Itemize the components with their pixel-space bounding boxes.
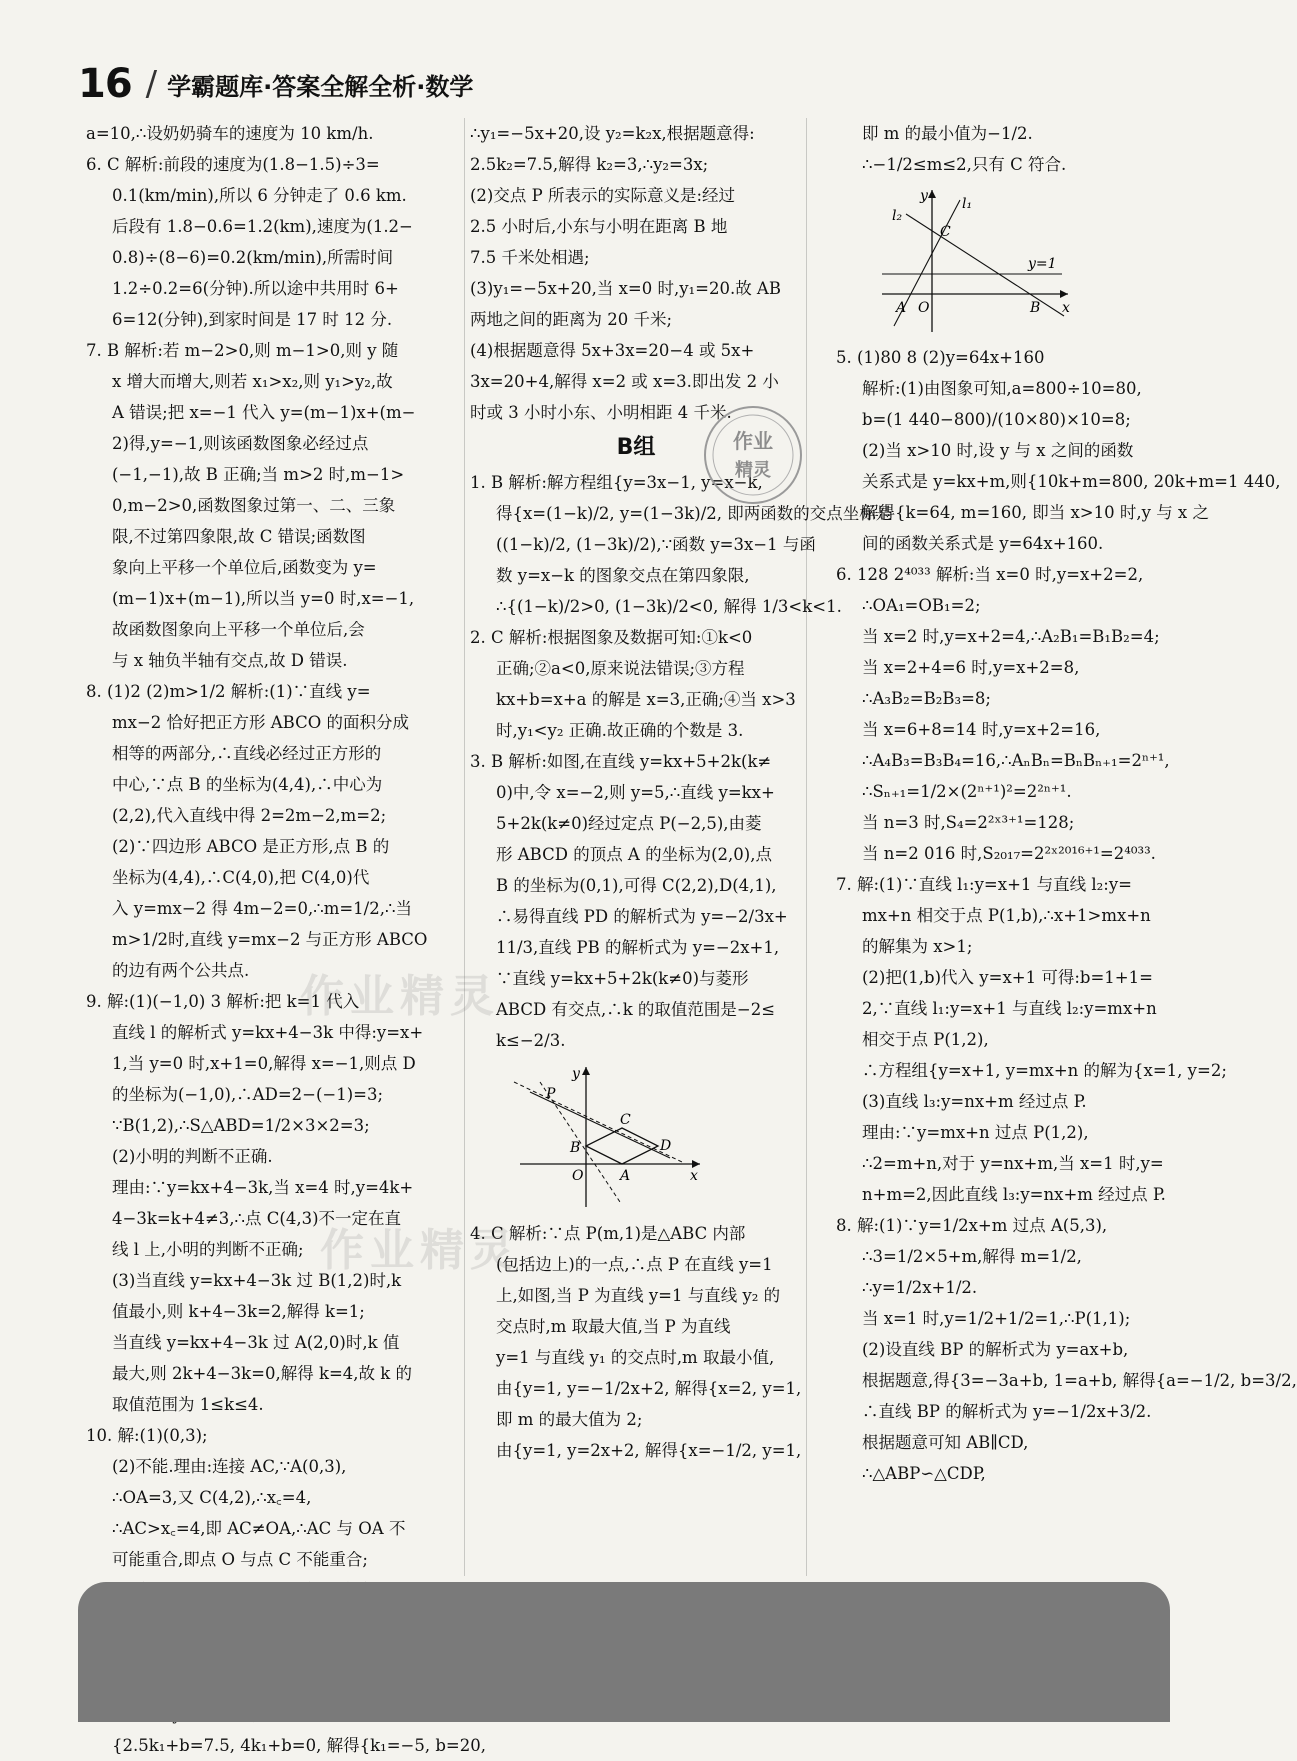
text-line: 由{y=1, y=2x+2, 解得{x=−1/2, y=1, [496,1441,802,1460]
text-line: 坐标为(4,4),∴C(4,0),把 C(4,0)代 [112,868,370,887]
text-line: 当直线 y=kx+4−3k 过 A(2,0)时,k 值 [112,1333,400,1352]
text-line: 当 x=2 时,y=x+2=4,∴A₂B₁=B₁B₂=4; [862,627,1160,646]
text-line: 时,y₁<y₂ 正确.故正确的个数是 3. [496,721,744,740]
text-line: x 增大而增大,则若 x₁>x₂,则 y₁>y₂,故 [112,372,393,391]
text-line: ∴AC>x꜀=4,即 AC≠OA,∴AC 与 OA 不 [112,1519,406,1538]
text-line: 限,不过第四象限,故 C 错误;函数图 [112,527,366,546]
text-line: ((1−k)/2, (1−3k)/2),∵函数 y=3x−1 与函 [496,535,816,554]
text-line: k≤−2/3. [496,1031,566,1050]
bottom-band [78,1582,1170,1722]
text-line: 1. B 解析:解方程组{y=3x−1, y=x−k, [470,473,763,492]
text-line: 两地之间的距离为 20 千米; [470,310,673,329]
text-line: ∴{(1−k)/2>0, (1−3k)/2<0, 解得 1/3<k<1. [496,597,842,616]
text-line: 5. (1)80 8 (2)y=64x+160 [836,348,1045,367]
text-line: 交点时,m 取最大值,当 P 为直线 [496,1317,731,1336]
text-line: 可能重合,即点 O 与点 C 不能重合; [112,1550,368,1569]
x-axis-arrow [692,1160,700,1168]
text-line: y=1 与直线 y₁ 的交点时,m 取最小值, [496,1348,775,1367]
text-line: 0.8)÷(8−6)=0.2(km/min),所需时间 [112,248,394,267]
graph-label: y [572,1066,580,1082]
header-separator: / [145,64,158,104]
text-line: ∴y₁=−5x+20,设 y₂=k₂x,根据题意得: [470,124,755,143]
text-line: (2,2),代入直线中得 2=2m−2,m=2; [112,806,387,825]
text-line: ∴Sₙ₊₁=1/2×(2ⁿ⁺¹)²=2²ⁿ⁺¹. [862,782,1072,801]
text-line: (2)设直线 BP 的解析式为 y=ax+b, [862,1340,1129,1359]
text-line: 5+2k(k≠0)经过定点 P(−2,5),由菱 [496,814,762,833]
text-line: 形 ABCD 的顶点 A 的坐标为(2,0),点 [496,845,772,864]
text-line: 根据题意,得{3=−3a+b, 1=a+b, 解得{a=−1/2, b=3/2, [862,1371,1297,1390]
watermark: 作业精灵 [300,971,500,1022]
text-line: kx+b=x+a 的解是 x=3,正确;④当 x>3 [496,690,796,709]
column-divider-1 [464,118,465,1576]
text-line: 9. 解:(1)(−1,0) 3 解析:把 k=1 代入 [86,992,360,1011]
graph-label: C [620,1112,631,1128]
watermark: 作业精灵 [320,1225,520,1276]
text-line: 0,m−2>0,函数图象过第一、二、三象 [112,496,396,515]
text-line: ∴−1/2≤m≤2,只有 C 符合. [862,155,1067,174]
text-line: 即 m 的最大值为 2; [496,1410,643,1429]
lines-graph [876,186,1076,336]
text-line: 0.1(km/min),所以 6 分钟走了 0.6 km. [112,186,407,205]
graph-label: O [918,300,930,316]
text-line: 2.5k₂=7.5,解得 k₂=3,∴y₂=3x; [470,155,709,174]
text-line: 最大,则 2k+4−3k=0,解得 k=4,故 k 的 [112,1364,412,1383]
text-line: 与 x 轴负半轴有交点,故 D 错误. [112,651,348,670]
text-line: 解得{k=64, m=160, 即当 x>10 时,y 与 x 之 [862,503,1209,522]
graph-label: A [620,1168,631,1184]
graph-label: A [896,300,907,316]
text-line: 2)得,y=−1,则该函数图象必经过点 [112,434,369,453]
text-line: mx−2 恰好把正方形 ABCO 的面积分成 [112,713,410,732]
graph-label: B [570,1140,581,1156]
text-line: ∴方程组{y=x+1, y=mx+n 的解为{x=1, y=2; [862,1061,1227,1080]
text-line: ∴A₃B₂=B₂B₃=8; [862,689,991,708]
text-line: 的边有两个公共点. [112,961,250,980]
graph-label: x [690,1168,698,1184]
section-title-b: B组 [616,435,656,460]
text-line: (3)当直线 y=kx+4−3k 过 B(1,2)时,k [112,1271,402,1290]
graph-label: l₁ [962,196,973,212]
text-line: 当 n=2 016 时,S₂₀₁₇=2²ˣ²⁰¹⁶⁺¹=2⁴⁰³³. [862,844,1156,863]
text-line: {2.5k₁+b=7.5, 4k₁+b=0, 解得{k₁=−5, b=20, [112,1736,486,1755]
text-line: 线 l 上,小明的判断不正确; [112,1240,304,1259]
text-line: 10. 解:(1)(0,3); [86,1426,208,1445]
text-line: a=10,∴设奶奶骑车的速度为 10 km/h. [86,124,374,143]
text-line: 正确;②a<0,原来说法错误;③方程 [496,659,745,678]
stamp-text-bottom: 精灵 [735,460,771,481]
text-line: 7. 解:(1)∵直线 l₁:y=x+1 与直线 l₂:y= [836,875,1132,894]
text-line: (2)把(1,b)代入 y=x+1 可得:b=1+1= [862,968,1153,987]
text-line: (m−1)x+(m−1),所以当 y=0 时,x=−1, [112,589,415,608]
text-line: 当 x=2+4=6 时,y=x+2=8, [862,658,1080,677]
text-line: 值最小,则 k+4−3k=2,解得 k=1; [112,1302,365,1321]
text-line: ∵直线 y=kx+5+2k(k≠0)与菱形 [496,969,749,988]
text-line: 2. C 解析:根据图象及数据可知:①k<0 [470,628,753,647]
stamp-text-top: 作业 [733,429,773,453]
answer-column-1 [86,118,486,1761]
x-axis-arrow [1060,290,1068,298]
text-line: 1,当 y=0 时,x+1=0,解得 x=−1,则点 D [112,1054,416,1073]
text-line: 4−3k=k+4≠3,∴点 C(4,3)不一定在直 [112,1209,402,1228]
text-line: 11/3,直线 PB 的解析式为 y=−2x+1, [496,938,780,957]
text-line: A 错误;把 x=−1 代入 y=(m−1)x+(m− [112,403,416,422]
y-axis-arrow [928,190,936,198]
text-line: 入 y=mx−2 得 4m−2=0,∴m=1/2,∴当 [112,899,412,918]
graph-label: B [1030,300,1041,316]
text-line: 理由:∵y=mx+n 过点 P(1,2), [862,1123,1089,1142]
text-line: 时或 3 小时小东、小明相距 4 千米. [470,403,732,422]
column-divider-2 [806,118,807,1576]
text-line: m>1/2时,直线 y=mx−2 与正方形 ABCO [112,930,428,949]
page-number: 16 [78,61,132,107]
text-line: B 的坐标为(0,1),可得 C(2,2),D(4,1), [496,876,777,895]
series-title: 学霸题库·答案全解全析·数学 [167,72,474,101]
text-line: (包括边上)的一点,∴点 P 在直线 y=1 [496,1255,773,1274]
text-line: 直线 l 的解析式 y=kx+4−3k 中得:y=x+ [112,1023,424,1042]
text-line: 3x=20+4,解得 x=2 或 x=3.即出发 2 小 [470,372,779,391]
text-line: 4. C 解析:∵点 P(m,1)是△ABC 内部 [470,1224,746,1243]
text-line: 根据题意可知 AB∥CD, [862,1433,1029,1452]
text-line: 2,∵直线 l₁:y=x+1 与直线 l₂:y=mx+n [862,999,1157,1018]
text-line: 8. (1)2 (2)m>1/2 解析:(1)∵直线 y= [86,682,371,701]
answer-column-3 [836,118,1297,1489]
text-line: ∴A₄B₃=B₃B₄=16,∴AₙBₙ=BₙBₙ₊₁=2ⁿ⁺¹, [862,751,1170,770]
page-header [78,60,473,108]
graph-label: l₂ [892,208,903,224]
text-line: 象向上平移一个单位后,函数变为 y= [112,558,377,577]
graph-label: P [546,1086,556,1102]
text-line: ∴y=1/2x+1/2. [862,1278,978,1297]
stamp-seal [698,400,808,510]
text-line: 0)中,令 x=−2,则 y=5,∴直线 y=kx+ [496,783,775,802]
text-line: 中心,∵点 B 的坐标为(4,4),∴中心为 [112,775,383,794]
text-line: 解析:(1)由图象可知,a=800÷10=80, [862,379,1142,398]
text-line: ∴2=m+n,对于 y=nx+m,当 x=1 时,y= [862,1154,1164,1173]
text-line: ∴直线 BP 的解析式为 y=−1/2x+3/2. [862,1402,1152,1421]
text-line: 由{y=1, y=−1/2x+2, 解得{x=2, y=1, [496,1379,802,1398]
text-line: (2)当 x>10 时,设 y 与 x 之间的函数 [862,441,1134,460]
line-pd [514,1082,682,1162]
text-line: 理由:∵y=kx+4−3k,当 x=4 时,y=4k+ [112,1178,414,1197]
text-line: 相交于点 P(1,2), [862,1030,989,1049]
text-line: ∴易得直线 PD 的解析式为 y=−2/3x+ [496,907,788,926]
text-line: 数 y=x−k 的图象交点在第四象限, [496,566,750,585]
text-line: 当 x=1 时,y=1/2+1/2=1,∴P(1,1); [862,1309,1131,1328]
text-line: (2)∵四边形 ABCO 是正方形,点 B 的 [112,837,390,856]
text-line: 7. B 解析:若 m−2>0,则 m−1>0,则 y 随 [86,341,399,360]
graph-label: x [1062,300,1070,316]
text-line: 6=12(分钟),到家时间是 17 时 12 分. [112,310,393,329]
text-line: 取值范围为 1≤k≤4. [112,1395,264,1414]
text-line: ∴3=1/2×5+m,解得 m=1/2, [862,1247,1082,1266]
graph-label: D [660,1138,672,1154]
text-line: (−1,−1),故 B 正确;当 m>2 时,m−1> [112,465,405,484]
text-line: 8. 解:(1)∵y=1/2x+m 过点 A(5,3), [836,1216,1108,1235]
text-line: ABCD 有交点,∴k 的取值范围是−2≤ [496,1000,776,1019]
text-line: 1.2÷0.2=6(分钟).所以途中共用时 6+ [112,279,399,298]
text-line: (4)根据题意得 5x+3x=20−4 或 5x+ [470,341,755,360]
text-line: 的解集为 x>1; [862,937,973,956]
y-axis-arrow [582,1067,590,1075]
text-line: 6. 128 2⁴⁰³³ 解析:当 x=0 时,y=x+2=2, [836,565,1144,584]
text-line: 3. B 解析:如图,在直线 y=kx+5+2k(k≠ [470,752,772,771]
text-line: b=(1 440−800)/(10×80)×10=8; [862,410,1131,429]
text-line: mx+n 相交于点 P(1,b),∴x+1>mx+n [862,906,1151,925]
graph-label: O [572,1168,584,1184]
text-line: (3)直线 l₃:y=nx+m 经过点 P. [862,1092,1087,1111]
text-line: 即 m 的最小值为−1/2. [862,124,1033,143]
text-line: ∴OA₁=OB₁=2; [862,596,981,615]
text-line: 得{x=(1−k)/2, y=(1−3k)/2, 即两函数的交点坐标是 [496,504,893,523]
graph-label: y=1 [1028,256,1057,272]
text-line: ∴OA=3,又 C(4,2),∴x꜀=4, [112,1488,312,1507]
text-line: 6. C 解析:前段的速度为(1.8−1.5)÷3= [86,155,380,174]
text-line: 2.5 小时后,小东与小明在距离 B 地 [470,217,728,236]
rhombus-graph [510,1062,710,1212]
text-line: 故函数图象向上平移一个单位后,会 [112,620,365,639]
text-line: 相等的两部分,∴直线必经过正方形的 [112,744,382,763]
text-line: 上,如图,当 P 为直线 y=1 与直线 y₂ 的 [496,1286,781,1305]
text-line: 当 x=6+8=14 时,y=x+2=16, [862,720,1101,739]
text-line: (2)交点 P 所表示的实际意义是:经过 [470,186,736,205]
text-line: 后段有 1.8−0.6=1.2(km),速度为(1.2− [112,217,413,236]
text-line: 关系式是 y=kx+m,则{10k+m=800, 20k+m=1 440, [862,472,1281,491]
text-line: (2)不能.理由:连接 AC,∵A(0,3), [112,1457,347,1476]
text-line: 间的函数关系式是 y=64x+160. [862,534,1104,553]
text-line: (2)小明的判断不正确. [112,1147,273,1166]
text-line: 7.5 千米处相遇; [470,248,590,267]
text-line: n+m=2,因此直线 l₃:y=nx+m 经过点 P. [862,1185,1166,1204]
text-line: ∵B(1,2),∴S△ABD=1/2×3×2=3; [112,1116,370,1135]
text-line: 的坐标为(−1,0),∴AD=2−(−1)=3; [112,1085,384,1104]
text-line: 当 n=3 时,S₄=2²ˣ³⁺¹=128; [862,813,1075,832]
graph-label: C [940,224,951,240]
text-line: ∴△ABP∽△CDP, [862,1464,986,1483]
text-line: (3)y₁=−5x+20,当 x=0 时,y₁=20.故 AB [470,279,781,298]
graph-label: y [920,188,928,204]
